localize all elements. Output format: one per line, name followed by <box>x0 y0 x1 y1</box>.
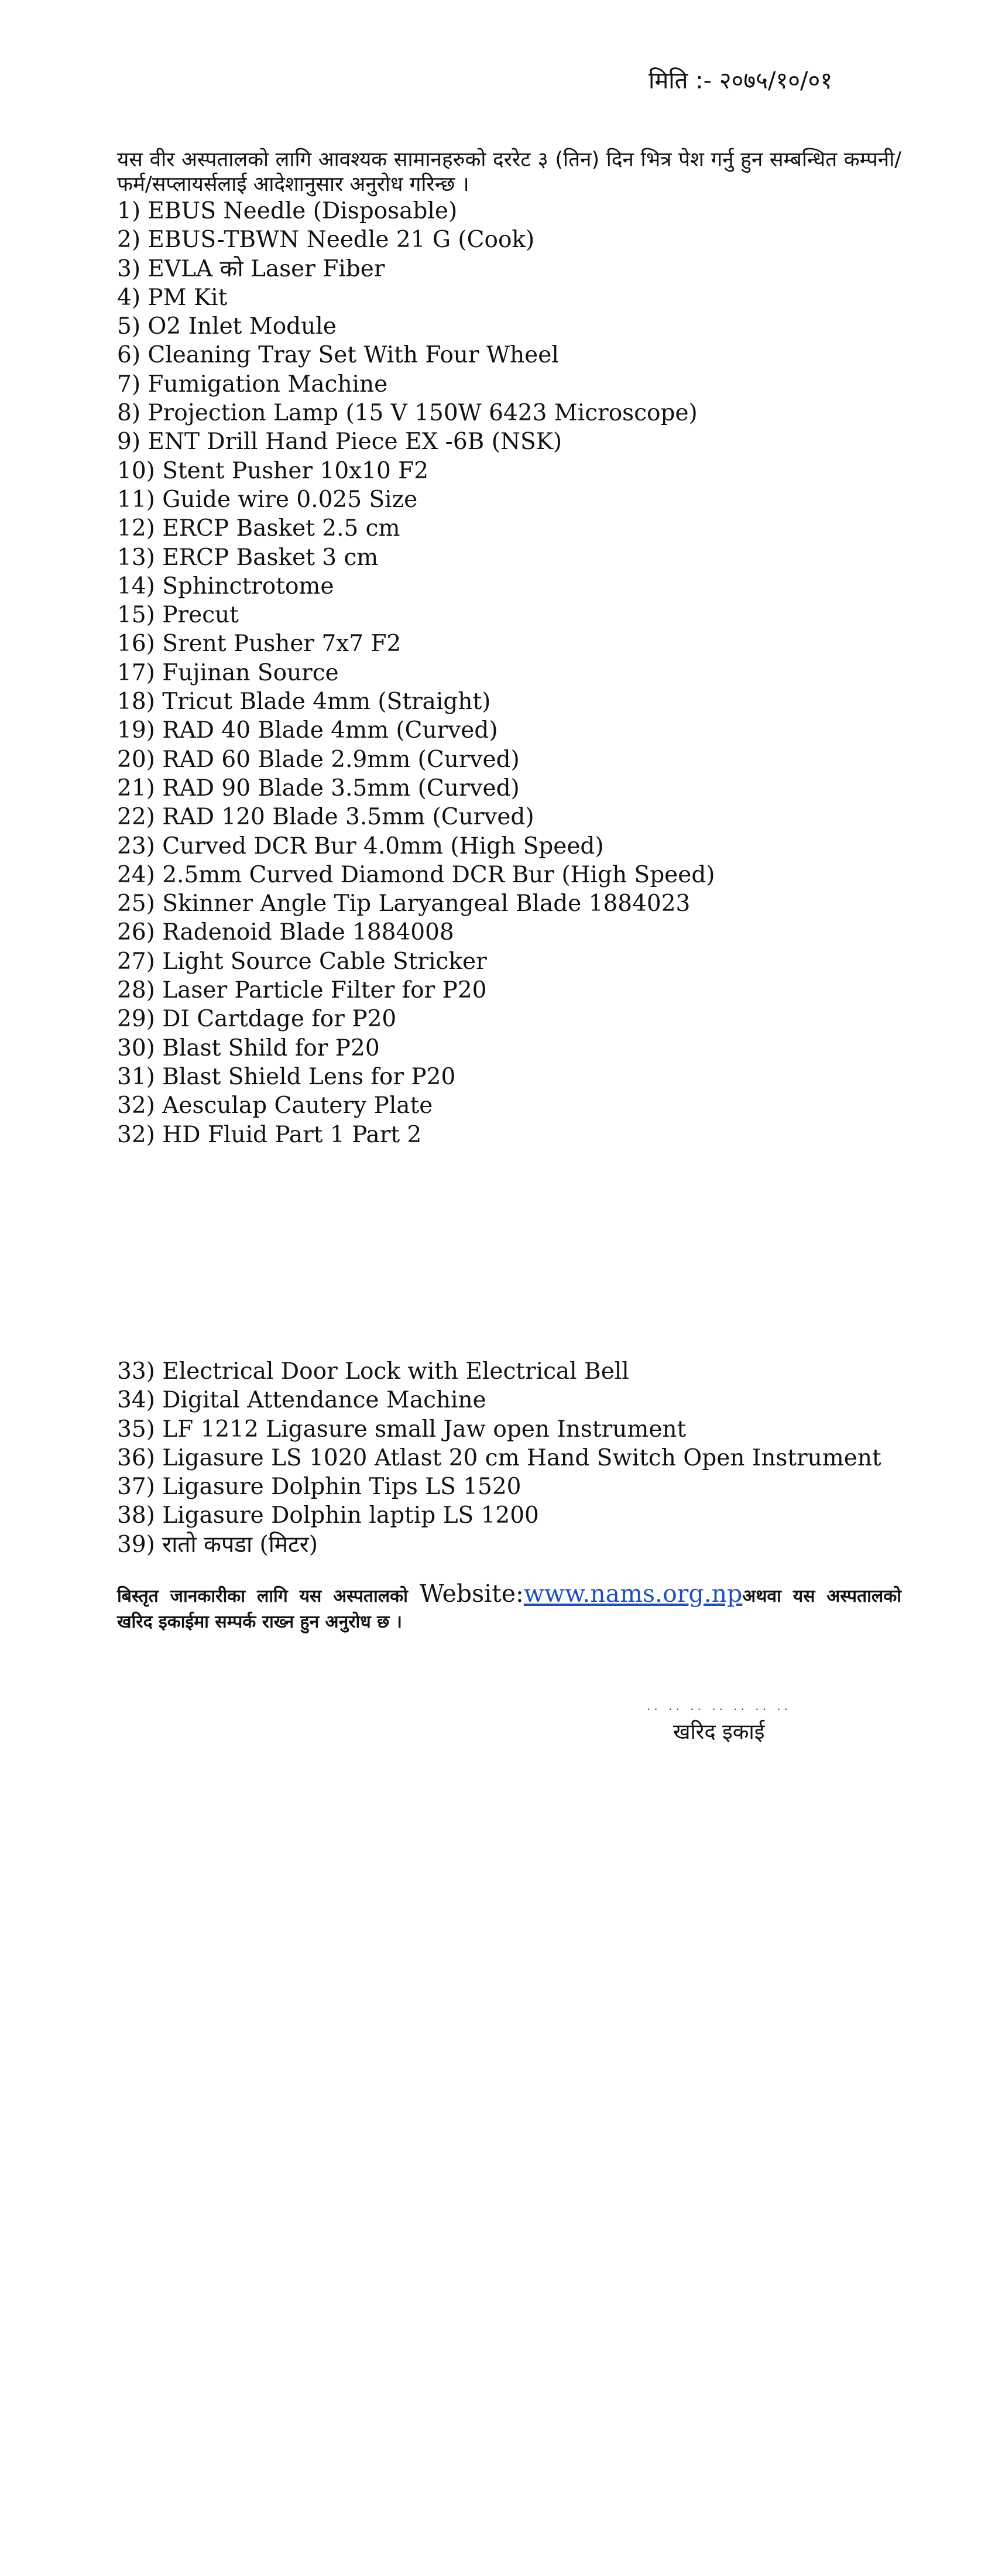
signature-dots: .. .. .. .. .. .. .. <box>647 1699 792 1713</box>
list-item: 2) EBUS-TBWN Needle 21 G (Cook) <box>117 227 535 254</box>
list-item: 6) Cleaning Tray Set With Four Wheel <box>117 342 559 369</box>
list-item: 36) Ligasure LS 1020 Atlast 20 cm Hand Switch Open Instrument <box>117 1444 881 1471</box>
list-item: 28) Laser Particle Filter for P20 <box>117 977 487 1004</box>
items-list-part2 <box>117 1357 936 1559</box>
list-item: 12) ERCP Basket 2.5 cm <box>117 515 400 542</box>
list-item: 18) Tricut Blade 4mm (Straight) <box>117 688 491 715</box>
items-list-part1 <box>117 197 936 1149</box>
list-item: 24) 2.5mm Curved Diamond DCR Bur (High Speed) <box>117 861 715 888</box>
list-item: 22) RAD 120 Blade 3.5mm (Curved) <box>117 804 534 831</box>
list-item: 31) Blast Shield Lens for P20 <box>117 1063 456 1090</box>
footer-text-after: अथवा यस अस्पतालको खरिद इकाईमा सम्पर्क राख्न हुन अनुरोध छ । <box>117 1586 902 1632</box>
signature-label: खरिद इकाई <box>673 1720 765 1744</box>
list-item: 30) Blast Shild for P20 <box>117 1034 380 1061</box>
list-item: 8) Projection Lamp (15 V 150W 6423 Microscope) <box>117 400 698 427</box>
date-line: मिति :- २०७५/१०/०१ <box>649 67 833 94</box>
list-item: 15) Precut <box>117 602 239 629</box>
list-item: 23) Curved DCR Bur 4.0mm (High Speed) <box>117 833 604 859</box>
list-item: 16) Srent Pusher 7x7 F2 <box>117 631 402 657</box>
list-item: 35) LF 1212 Ligasure small Jaw open Instrument <box>117 1416 687 1443</box>
list-item: 27) Light Source Cable Stricker <box>117 948 487 975</box>
list-item: 14) Sphinctrotome <box>117 573 334 600</box>
list-item: 20) RAD 60 Blade 2.9mm (Curved) <box>117 746 520 773</box>
list-item: 34) Digital Attendance Machine <box>117 1387 486 1414</box>
list-item: 1) EBUS Needle (Disposable) <box>117 198 458 224</box>
list-item: 10) Stent Pusher 10x10 F2 <box>117 457 429 484</box>
list-item: 4) PM Kit <box>117 284 228 311</box>
list-item: 33) Electrical Door Lock with Electrical Bell <box>117 1358 629 1385</box>
website-label: Website: <box>419 1580 524 1608</box>
footer-text-before: बिस्तृत जानकारीका लागि यस अस्पतालको <box>117 1586 420 1606</box>
list-item: 39) रातो कपडा (मिटर) <box>117 1531 318 1558</box>
list-item: 29) DI Cartdage for P20 <box>117 1006 397 1033</box>
list-item: 19) RAD 40 Blade 4mm (Curved) <box>117 717 498 744</box>
list-item: 11) Guide wire 0.025 Size <box>117 486 418 513</box>
list-item: 13) ERCP Basket 3 cm <box>117 544 379 571</box>
list-item: 17) Fujinan Source <box>117 659 339 686</box>
list-item: 5) O2 Inlet Module <box>117 313 337 340</box>
list-item: 32) Aesculap Cautery Plate <box>117 1092 433 1119</box>
list-item: 38) Ligasure Dolphin laptip LS 1200 <box>117 1502 539 1529</box>
list-item: 3) EVLA को Laser Fiber <box>117 255 385 282</box>
list-item: 21) RAD 90 Blade 3.5mm (Curved) <box>117 775 520 801</box>
footer-note <box>117 1581 901 1635</box>
list-item: 7) Fumigation Machine <box>117 371 388 398</box>
list-item: 9) ENT Drill Hand Piece EX -6B (NSK) <box>117 429 562 455</box>
list-item: 37) Ligasure Dolphin Tips LS 1520 <box>117 1474 521 1501</box>
list-item: 25) Skinner Angle Tip Laryangeal Blade 1884023 <box>117 890 691 917</box>
intro-paragraph: यस वीर अस्पतालको लागि आवश्यक सामानहरुको दररेट ३ (तिन) दिन भित्र पेश गर्नु हुन सम्बन्धित कम्पनी/फर्म/सप्लायर्सलाई आदेशानुसार अनुरोध गरिन्छ । <box>117 148 901 196</box>
list-item: 32) HD Fluid Part 1 Part 2 <box>117 1121 422 1148</box>
list-item: 26) Radenoid Blade 1884008 <box>117 919 454 946</box>
website-link[interactable]: www.nams.org.np <box>523 1580 743 1608</box>
